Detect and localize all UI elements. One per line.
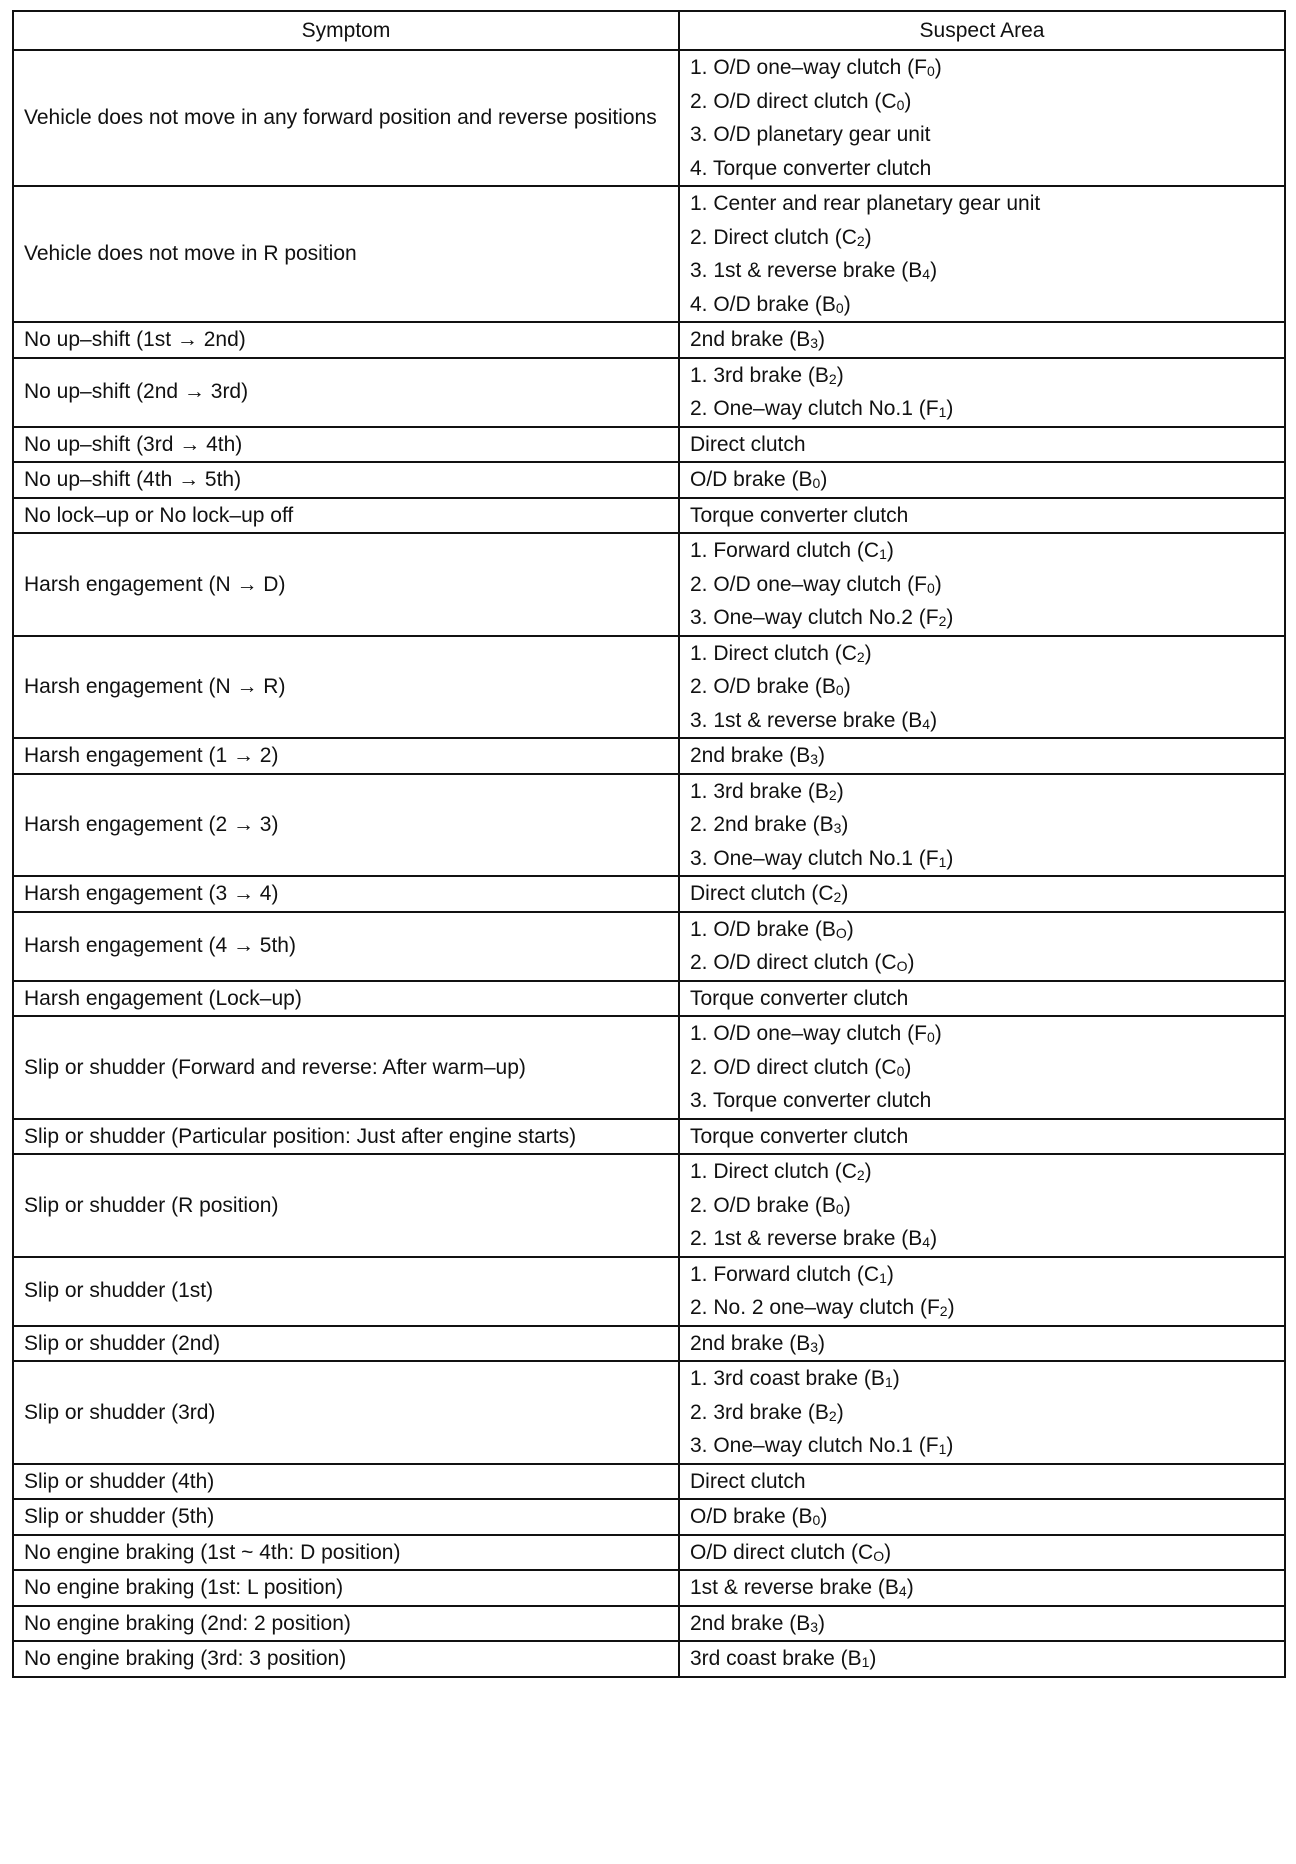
table-body bbox=[13, 50, 1285, 1677]
suspect-area-item: 2. No. 2 one–way clutch $(F_2)$ bbox=[690, 1296, 955, 1319]
table-row bbox=[13, 1326, 1285, 1362]
suspect-area-item: 2. O/D one–way clutch $(F_0)$ bbox=[690, 572, 942, 596]
header-symptom: Symptom bbox=[13, 11, 679, 50]
symptom-cell: Harsh engagement (4 → 5th) bbox=[13, 912, 679, 981]
symptom-cell: No engine braking (3rd: 3 position) bbox=[13, 1641, 679, 1677]
suspect-area-cell bbox=[679, 186, 1285, 322]
table-row bbox=[13, 912, 1285, 981]
header-row bbox=[13, 11, 1285, 50]
suspect-area-cell bbox=[679, 533, 1285, 636]
suspect-area-cell bbox=[679, 1499, 1285, 1535]
symptom-cell: Harsh engagement (N → D) bbox=[13, 533, 679, 636]
troubleshooting-document bbox=[12, 10, 1284, 1678]
table-row bbox=[13, 533, 1285, 636]
table-row bbox=[13, 1154, 1285, 1257]
table-row bbox=[13, 50, 1285, 186]
suspect-area-item: 1. Direct clutch $(C_2)$ bbox=[690, 1160, 872, 1183]
suspect-area-item: 1. Direct clutch $(C_2)$ bbox=[690, 641, 872, 665]
header-suspect-area: Suspect Area bbox=[679, 11, 1285, 50]
table-row bbox=[13, 462, 1285, 498]
suspect-area-item: 1. O/D one–way clutch $(F_0)$ bbox=[690, 56, 942, 79]
suspect-area-cell bbox=[679, 427, 1285, 463]
suspect-area-item: 2. Direct clutch $(C_2)$ bbox=[690, 225, 872, 249]
suspect-area-cell bbox=[679, 1641, 1285, 1677]
symptom-cell: Slip or shudder (5th) bbox=[13, 1499, 679, 1535]
suspect-area-cell bbox=[679, 738, 1285, 774]
suspect-area-cell bbox=[679, 1326, 1285, 1362]
suspect-area-item: 1. 3rd brake $(B_2)$ bbox=[690, 363, 844, 387]
table-row bbox=[13, 738, 1285, 774]
suspect-area-item: 2. O/D direct clutch $(C_0)$ bbox=[690, 1055, 912, 1079]
symptom-cell: No engine braking (1st: L position) bbox=[13, 1570, 679, 1606]
suspect-area-item: Direct clutch $(C_2)$ bbox=[690, 882, 849, 905]
symptom-cell: Harsh engagement (3 → 4) bbox=[13, 876, 679, 912]
table-row bbox=[13, 322, 1285, 358]
suspect-area-item: 3. 1st & reverse brake $(B_4)$ bbox=[690, 259, 938, 282]
symptom-cell: No up–shift (3rd → 4th) bbox=[13, 427, 679, 463]
suspect-area-item: 1. O/D brake $(B_O)$ bbox=[690, 917, 854, 941]
suspect-area-item: 2. 1st & reverse brake $(B_4)$ bbox=[690, 1227, 938, 1250]
suspect-area-item: 2. One–way clutch No.1 $(F_1)$ bbox=[690, 397, 954, 420]
suspect-area-cell bbox=[679, 1570, 1285, 1606]
suspect-area-cell bbox=[679, 876, 1285, 912]
suspect-area-item: 2. 3rd brake $(B_2)$ bbox=[690, 1400, 844, 1424]
suspect-area-item: Torque converter clutch bbox=[690, 986, 909, 1010]
suspect-area-item: 2nd brake $(B_3)$ bbox=[690, 744, 826, 767]
table-row bbox=[13, 186, 1285, 322]
symptom-cell: Harsh engagement (Lock–up) bbox=[13, 981, 679, 1017]
suspect-area-item: 1st & reverse brake $(B_4)$ bbox=[690, 1576, 914, 1599]
suspect-area-cell bbox=[679, 1119, 1285, 1155]
suspect-area-cell bbox=[679, 1154, 1285, 1257]
symptom-cell: Slip or shudder (2nd) bbox=[13, 1326, 679, 1362]
suspect-area-item: 4. O/D brake $(B_0)$ bbox=[690, 292, 851, 316]
suspect-area-cell bbox=[679, 981, 1285, 1017]
suspect-area-item: 2. 2nd brake $(B_3)$ bbox=[690, 813, 849, 836]
suspect-area-item: 3. Torque converter clutch bbox=[690, 1089, 932, 1112]
table-row bbox=[13, 876, 1285, 912]
suspect-area-item: Direct clutch bbox=[690, 1469, 806, 1493]
symptom-cell: Slip or shudder (Forward and reverse: After warm–up) bbox=[13, 1016, 679, 1119]
suspect-area-item: 2. O/D direct clutch $(C_0)$ bbox=[690, 89, 912, 113]
suspect-area-cell bbox=[679, 1016, 1285, 1119]
suspect-area-cell bbox=[679, 1257, 1285, 1326]
suspect-area-item: O/D brake $(B_0)$ bbox=[690, 468, 828, 491]
suspect-area-item: 1. Forward clutch $(C_1)$ bbox=[690, 1262, 894, 1286]
table-row bbox=[13, 1570, 1285, 1606]
table-row bbox=[13, 1119, 1285, 1155]
suspect-area-item: Direct clutch bbox=[690, 432, 806, 456]
table-row bbox=[13, 498, 1285, 534]
suspect-area-item: 1. O/D one–way clutch $(F_0)$ bbox=[690, 1022, 942, 1045]
table-row bbox=[13, 1257, 1285, 1326]
suspect-area-cell bbox=[679, 462, 1285, 498]
suspect-area-item: Torque converter clutch bbox=[690, 1124, 909, 1148]
table-row bbox=[13, 1641, 1285, 1677]
symptom-cell: No up–shift (1st → 2nd) bbox=[13, 322, 679, 358]
symptom-cell: Slip or shudder (1st) bbox=[13, 1257, 679, 1326]
suspect-area-item: 1. Center and rear planetary gear unit bbox=[690, 192, 1041, 215]
table-row bbox=[13, 636, 1285, 739]
suspect-area-item: 3rd coast brake $(B_1)$ bbox=[690, 1647, 877, 1670]
suspect-area-cell bbox=[679, 636, 1285, 739]
symptom-cell: No engine braking (2nd: 2 position) bbox=[13, 1606, 679, 1642]
suspect-area-cell bbox=[679, 774, 1285, 877]
table-row bbox=[13, 774, 1285, 877]
suspect-area-cell bbox=[679, 50, 1285, 186]
table-row bbox=[13, 358, 1285, 427]
suspect-area-item: 3. One–way clutch No.2 $(F_2)$ bbox=[690, 606, 954, 629]
symptom-cell: Vehicle does not move in any forward position and reverse positions bbox=[13, 50, 679, 186]
suspect-area-cell bbox=[679, 322, 1285, 358]
table-row bbox=[13, 981, 1285, 1017]
symptom-cell: No up–shift (2nd → 3rd) bbox=[13, 358, 679, 427]
symptom-cell: Slip or shudder (R position) bbox=[13, 1154, 679, 1257]
suspect-area-item: 3. One–way clutch No.1 $(F_1)$ bbox=[690, 846, 954, 870]
suspect-area-item: 2. O/D brake $(B_0)$ bbox=[690, 1193, 851, 1217]
suspect-area-item: 2nd brake $(B_3)$ bbox=[690, 328, 826, 351]
suspect-area-item: 2nd brake $(B_3)$ bbox=[690, 1611, 826, 1635]
symptom-cell: No lock–up or No lock–up off bbox=[13, 498, 679, 534]
suspect-area-item: O/D brake $(B_0)$ bbox=[690, 1505, 828, 1528]
suspect-area-cell bbox=[679, 1361, 1285, 1464]
suspect-area-cell bbox=[679, 1606, 1285, 1642]
symptom-cell: Slip or shudder (4th) bbox=[13, 1464, 679, 1500]
symptom-cell: Harsh engagement (N → R) bbox=[13, 636, 679, 739]
suspect-area-cell bbox=[679, 912, 1285, 981]
table-row bbox=[13, 1499, 1285, 1535]
symptom-cell: Slip or shudder (3rd) bbox=[13, 1361, 679, 1464]
table-row bbox=[13, 427, 1285, 463]
table-row bbox=[13, 1464, 1285, 1500]
table-row bbox=[13, 1361, 1285, 1464]
symptom-cell: Vehicle does not move in R position bbox=[13, 186, 679, 322]
symptom-cell: No engine braking (1st ~ 4th: D position) bbox=[13, 1535, 679, 1571]
suspect-area-cell bbox=[679, 498, 1285, 534]
symptom-cell: No up–shift (4th → 5th) bbox=[13, 462, 679, 498]
suspect-area-item: 1. 3rd brake $(B_2)$ bbox=[690, 779, 844, 803]
suspect-area-item: 3. O/D planetary gear unit bbox=[690, 123, 931, 146]
suspect-area-item: 4. Torque converter clutch bbox=[690, 156, 932, 180]
suspect-area-item: Torque converter clutch bbox=[690, 503, 909, 527]
suspect-area-item: 1. 3rd coast brake $(B_1)$ bbox=[690, 1367, 900, 1390]
suspect-area-cell bbox=[679, 1535, 1285, 1571]
symptom-cell: Slip or shudder (Particular position: Just after engine starts) bbox=[13, 1119, 679, 1155]
suspect-area-item: 2. O/D direct clutch $(C_O)$ bbox=[690, 951, 915, 974]
table-row bbox=[13, 1016, 1285, 1119]
table-row bbox=[13, 1606, 1285, 1642]
suspect-area-item: 2nd brake $(B_3)$ bbox=[690, 1331, 826, 1355]
suspect-area-item: O/D direct clutch $(C_O)$ bbox=[690, 1540, 892, 1564]
symptom-cell: Harsh engagement (1 → 2) bbox=[13, 738, 679, 774]
suspect-area-item: 2. O/D brake $(B_0)$ bbox=[690, 675, 851, 698]
suspect-area-item: 1. Forward clutch $(C_1)$ bbox=[690, 539, 894, 562]
suspect-area-cell bbox=[679, 1464, 1285, 1500]
symptom-table bbox=[12, 10, 1286, 1678]
symptom-cell: Harsh engagement (2 → 3) bbox=[13, 774, 679, 877]
suspect-area-item: 3. One–way clutch No.1 $(F_1)$ bbox=[690, 1434, 954, 1457]
suspect-area-item: 3. 1st & reverse brake $(B_4)$ bbox=[690, 708, 938, 732]
suspect-area-cell bbox=[679, 358, 1285, 427]
table-row bbox=[13, 1535, 1285, 1571]
